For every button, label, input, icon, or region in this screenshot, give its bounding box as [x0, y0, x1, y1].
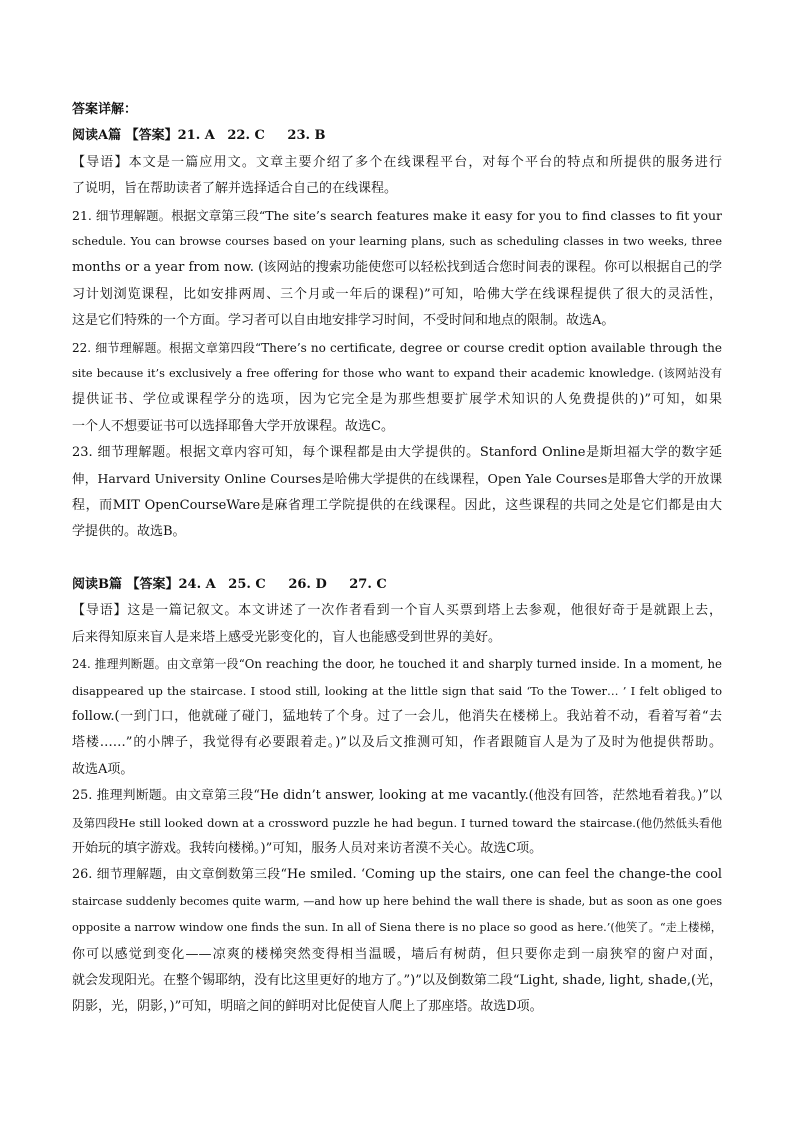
section-a-paragraph-line: 一个人不想要证书可以选择耶鲁大学开放课程。故选C。 — [72, 418, 394, 434]
section-b-label: 阅读B篇 【答案】24. A — [72, 577, 216, 593]
section-a-paragraph-line: 【导语】本文是一篇应用文。文章主要介绍了多个在线课程平台，对每个平台的特点和所提供的服务进行 — [72, 154, 722, 170]
section-b-paragraph-line: 【导语】这是一篇记叙文。本文讲述了一次作者看到一个盲人买票到塔上去参观，他很好奇于是就跟上去， — [72, 603, 722, 619]
section-a-answer-23: 23. B — [287, 128, 326, 144]
section-b-answer-26: 26. D — [288, 577, 327, 593]
section-a-paragraph-line: schedule. You can browse courses based on your learning plans, such as scheduling classes in two weeks, three — [72, 234, 722, 248]
section-a-paragraph-line: 21. 细节理解题。根据文章第三段“The site’s search features make it easy for you to find classes to fit your — [72, 207, 722, 223]
section-a-label: 阅读A篇 【答案】21. A — [72, 128, 215, 144]
section-b-paragraph-line: 开始玩的填字游戏。我转向楼梯。)”可知，服务人员对来访者漠不关心。故选C项。 — [72, 840, 543, 856]
section-b-answer-25: 25. C — [228, 577, 266, 593]
section-b-paragraph-line: 故选A项。 — [72, 761, 134, 777]
section-b-paragraph-line: 24. 推理判断题。由文章第一段“On reaching the door, he touched it and sharply turned inside. In a moment, he — [72, 657, 722, 672]
section-b-paragraph-line: 及第四段He still looked down at a crossword puzzle he had begun. I turned toward the staircase.(他仍然低头看他 — [72, 815, 722, 830]
section-b-paragraph-line: staircase suddenly becomes quite warm, —and how up here behind the wall there is shade, but as soon as one goes — [72, 894, 722, 908]
section-b-paragraph-line: 25. 推理判断题。由文章第三段“He didn’t answer, looking at me vacantly.(他没有回答，茫然地看着我。)”以 — [72, 788, 722, 804]
section-a-answer-22: 22. C — [227, 128, 265, 144]
section-a-paragraph-line: 程，而MIT OpenCourseWare是麻省理工学院提供的在线课程。因此，这些课程的共同之处是它们都是由大 — [72, 497, 722, 513]
section-b-paragraph-line: 塔楼……”的小牌子，我觉得有必要跟着走。)”以及后文推测可知，作者跟随盲人是为了及时为他提供帮助。 — [72, 735, 722, 751]
section-b-paragraph-line: opposite a narrow window one finds the sun. In all of Siena there is no place so good as here.’(他笑了。“走上楼梯， — [72, 921, 722, 935]
section-a-paragraph-line: 23. 细节理解题。根据文章内容可知，每个课程都是由大学提供的。Stanford Online是斯坦福大学的数字延 — [72, 445, 722, 461]
section-b-answer-27: 27. C — [349, 577, 387, 593]
document-page — [72, 97, 722, 1021]
section-a-paragraph-line: 了说明，旨在帮助读者了解并选择适合自己的在线课程。 — [72, 181, 398, 197]
section-b-paragraph-line: 你可以感觉到变化——凉爽的楼梯突然变得相当温暖，墙后有树荫，但只要你走到一扇狭窄的窗户对面， — [72, 946, 722, 962]
section-a-paragraph-line: 提供证书、学位或课程学分的选项，因为它完全是为那些想要扩展学术知识的人免费提供的)”可知，如果 — [72, 392, 722, 408]
section-b-paragraph-line: 就会发现阳光。在整个锡耶纳，没有比这里更好的地方了。”)”以及倒数第二段“Light, shade, light, shade,(光， — [72, 972, 722, 988]
section-b-paragraph-line: follow.(一到门口，他就碰了碰门，猛地转了个身。过了一会儿，他消失在楼梯上。我站着不动，看着写着“去 — [72, 708, 722, 724]
section-spacer — [72, 546, 722, 572]
section-a-header — [72, 123, 722, 149]
section-b-paragraph-line: 阴影，光，阴影，)”可知，明暗之间的鲜明对比促使盲人爬上了那座塔。故选D项。 — [72, 999, 543, 1015]
section-b-paragraph-line: disappeared up the staircase. I stood still, looking at the little sign that said ‘To the Tower… ’ I felt obliged to — [72, 683, 722, 698]
section-a-paragraph-line: 伸，Harvard University Online Courses是哈佛大学提供的在线课程，Open Yale Courses是耶鲁大学的开放课 — [72, 471, 722, 487]
section-a-paragraph-line: 习计划浏览课程，比如安排两周、三个月或一年后的课程)”可知，哈佛大学在线课程提供了很大的灵活性， — [72, 286, 722, 302]
section-a-paragraph-line: months or a year from now. (该网站的搜索功能使您可以轻松找到适合您时间表的课程。你可以根据自己的学 — [72, 260, 722, 276]
section-a-paragraph-line: site because it’s exclusively a free offering for those who want to expand their academic knowledge. (该网站没有 — [72, 366, 722, 380]
answer-explanation-title: 答案详解： — [72, 102, 138, 117]
section-b-header — [72, 572, 722, 598]
section-a-paragraph-line: 这是它们特殊的一个方面。学习者可以自由地安排学习时间，不受时间和地点的限制。故选A。 — [72, 313, 615, 329]
section-b-paragraph-line: 后来得知原来盲人是来塔上感受光影变化的，盲人也能感受到世界的美好。 — [72, 629, 502, 645]
section-a-paragraph-line: 22. 细节理解题。根据文章第四段“There’s no certificate, degree or course credit option available through the — [72, 340, 722, 355]
section-b-paragraph-line: 26. 细节理解题，由文章倒数第三段“He smiled. ‘Coming up the stairs, one can feel the change-the cool — [72, 867, 722, 883]
section-a-paragraph-line: 学提供的。故选B。 — [72, 524, 186, 540]
